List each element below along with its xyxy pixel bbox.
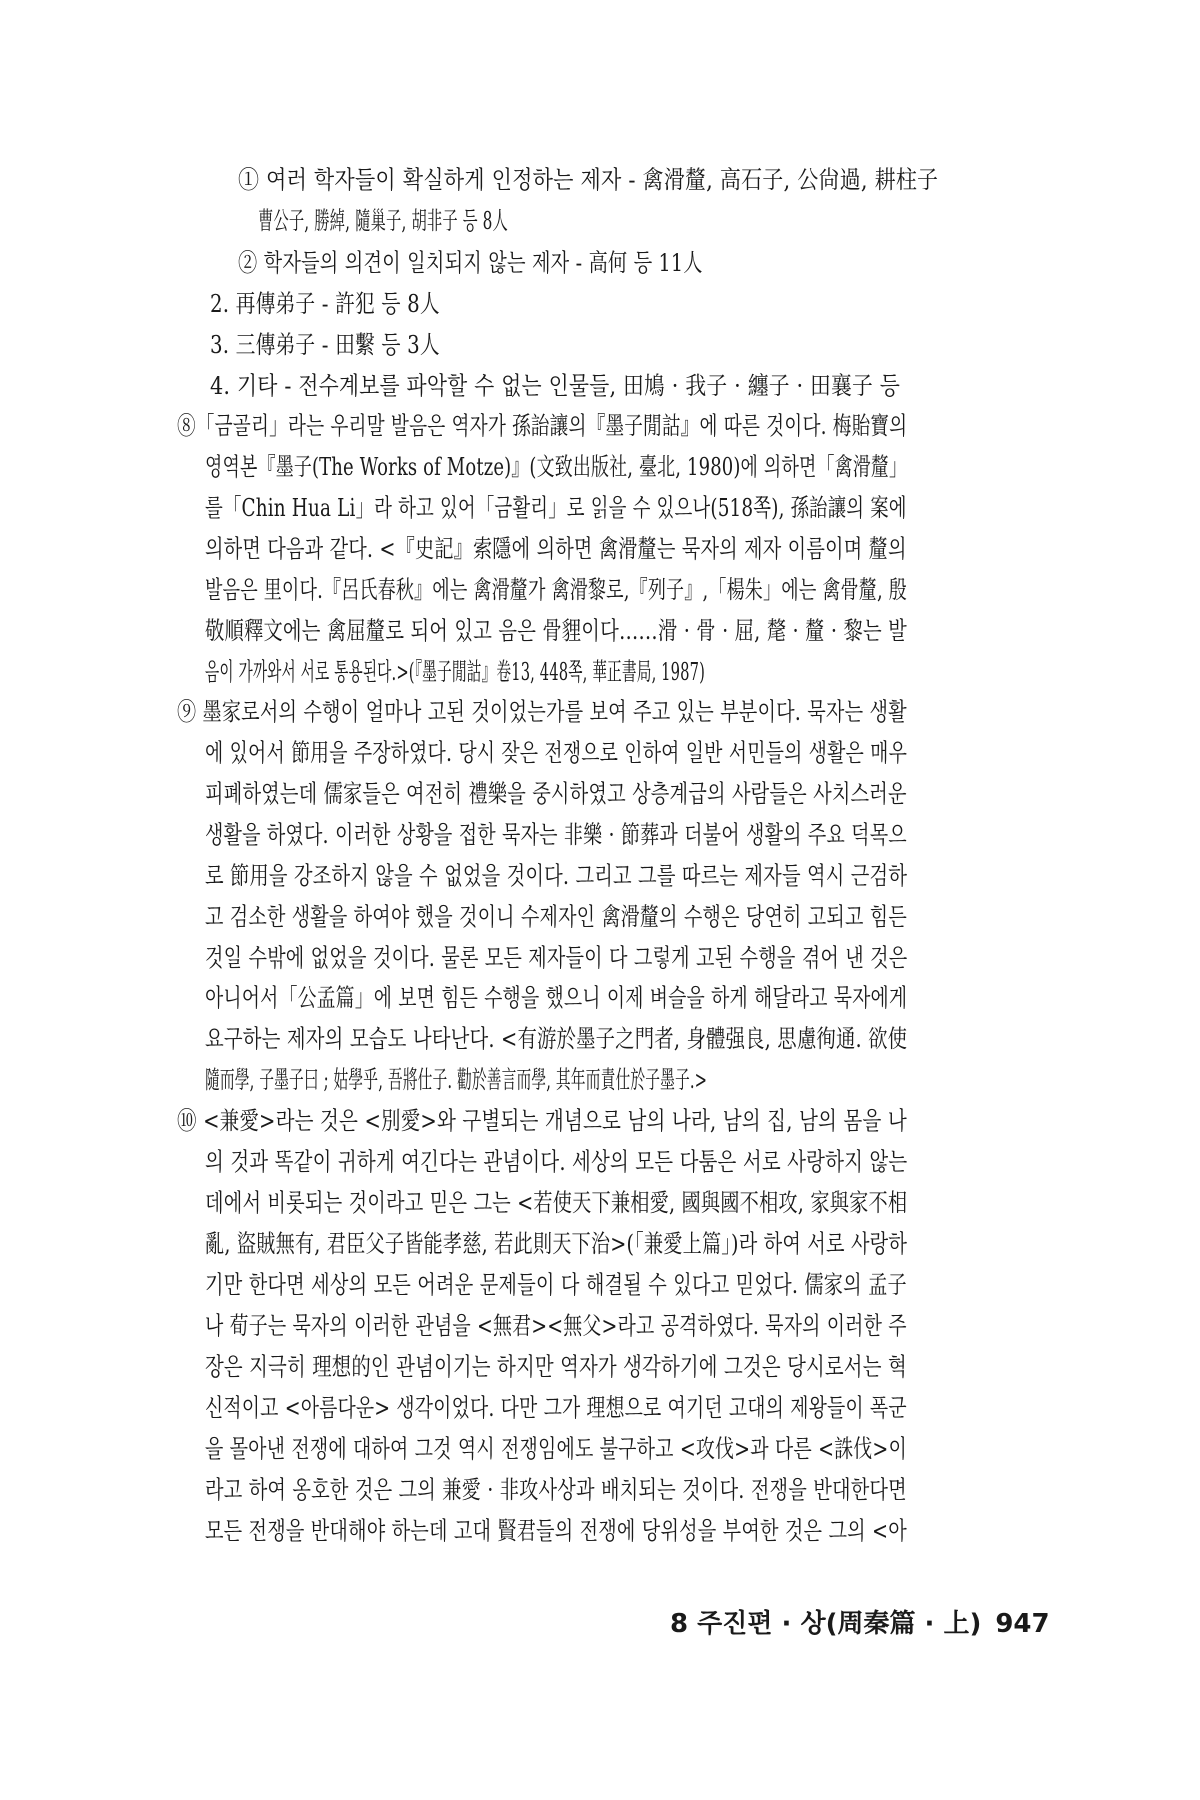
text-line: 에 있어서 節用을 주장하였다. 당시 잦은 전쟁으로 인하여 일반 서민들의 생활은 매우 (205, 738, 908, 767)
text-line: 모든 전쟁을 반대해야 하는데 고대 賢君들의 전쟁에 당위성을 부여한 것은 그의 <아 (205, 1516, 907, 1545)
text-line: ⑩ <兼愛>라는 것은 <別愛>와 구별되는 개념으로 남의 나라, 남의 집, 남의 몸을 나 (177, 1106, 907, 1135)
text-line: 敬順釋文에는 禽屈釐로 되어 있고 음은 骨貍이다……滑 · 骨 · 屈, 氂 · 釐 · 黎는 발 (205, 616, 907, 645)
text-line: 피폐하였는데 儒家들은 여전히 禮樂을 중시하였고 상층계급의 사람들은 사치스러운 (205, 779, 907, 808)
text-line: 의하면 다음과 같다. <『史記』索隱에 의하면 禽滑釐는 묵자의 제자 이름이며 釐의 (205, 534, 907, 563)
text-line: 라고 하여 옹호한 것은 그의 兼愛 · 非攻사상과 배치되는 것이다. 전쟁을 반대한다면 (205, 1475, 907, 1504)
text-line: 아니어서「公孟篇」에 보면 힘든 수행을 했으니 이제 벼슬을 하게 해달라고 묵자에게 (205, 983, 908, 1012)
text-line: ② 학자들의 의견이 일치되지 않는 제자 - 高何 등 11人 (238, 248, 703, 277)
text-line: 로 節用을 강조하지 않을 수 없었을 것이다. 그리고 그를 따르는 제자들 역시 근검하 (205, 861, 908, 890)
text-line: 것일 수밖에 없었을 것이다. 물론 모든 제자들이 다 그렇게 고된 수행을 겪어 낸 것은 (205, 943, 908, 972)
text-line: 신적이고 <아름다운> 생각이었다. 다만 그가 理想으로 여기던 고대의 제왕들이 폭군 (205, 1393, 907, 1422)
text-line: 데에서 비롯되는 것이라고 믿은 그는 <若使天下兼相愛, 國與國不相攻, 家與家不相 (205, 1188, 908, 1217)
text-line: 曹公子, 勝綽, 隨巢子, 胡非子 등 8人 (258, 206, 508, 235)
footer-section-title: 8 주진편 · 상(周秦篇 · 上) (670, 1609, 982, 1639)
text-line: ① 여러 학자들이 확실하게 인정하는 제자 - 禽滑釐, 高石子, 公尙過, 耕柱子 (238, 165, 939, 194)
text-line: 나 荀子는 묵자의 이러한 관념을 <無君><無父>라고 공격하였다. 묵자의 이러한 주 (205, 1311, 907, 1340)
text-line: ⑨ 墨家로서의 수행이 얼마나 고된 것이었는가를 보여 주고 있는 부분이다. 묵자는 생활 (177, 697, 907, 726)
page-number: 947 (995, 1609, 1050, 1639)
text-line: 隨而學, 子墨子曰 ; 姑學乎, 吾將仕子. 勸於善言而學, 其年而責仕於子墨子.> (205, 1065, 708, 1094)
text-line: 을 몰아낸 전쟁에 대하여 그것 역시 전쟁임에도 불구하고 <攻伐>과 다른 <誅伐>이 (205, 1434, 907, 1463)
text-line: 발음은 里이다.『呂氏春秋』에는 禽滑釐가 禽滑黎로,『列子』,「楊朱」에는 禽骨釐, 殷 (205, 575, 907, 604)
text-line: 음이 가까와서 서로 통용된다.>(『墨子閒詁』卷13, 448쪽, 華正書局, 1987) (205, 657, 705, 686)
text-line: 의 것과 똑같이 귀하게 여긴다는 관념이다. 세상의 모든 다툼은 서로 사랑하지 않는 (205, 1147, 908, 1176)
text-line: 고 검소한 생활을 하여야 했을 것이니 수제자인 禽滑釐의 수행은 당연히 고되고 힘든 (205, 902, 907, 931)
text-line: ⑧「금골리」라는 우리말 발음은 역자가 孫詒讓의『墨子閒詁』에 따른 것이다. 梅貽寶의 (177, 411, 908, 440)
text-line: 亂, 盜賊無有, 君臣父子皆能孝慈, 若此則天下治>(「兼愛上篇」)라 하여 서로 사랑하 (205, 1229, 908, 1258)
text-line: 4. 기타 - 전수계보를 파악할 수 없는 인물들, 田鳩 · 我子 · 纏子 · 田襄子 등 (210, 371, 901, 400)
text-line: 를「Chin Hua Li」라 하고 있어「금활리」로 읽을 수 있으나(518쪽), 孫詒讓의 案에 (205, 493, 907, 522)
text-line: 2. 再傳弟子 - 許犯 등 8人 (210, 289, 440, 318)
text-line: 영역본『墨子(The Works of Motze)』(文致出版社, 臺北, 1980)에 의하면「禽滑釐」 (205, 452, 908, 481)
text-line: 기만 한다면 세상의 모든 어려운 문제들이 다 해결될 수 있다고 믿었다. 儒家의 孟子 (205, 1270, 907, 1299)
text-line: 3. 三傳弟子 - 田繫 등 3人 (210, 330, 440, 359)
text-line: 요구하는 제자의 모습도 나타난다. <有游於墨子之門者, 身體强良, 思慮徇通. 欲使 (205, 1024, 908, 1053)
text-line: 장은 지극히 理想的인 관념이기는 하지만 역자가 생각하기에 그것은 당시로서는 혁 (205, 1352, 907, 1381)
text-line: 생활을 하였다. 이러한 상황을 접한 묵자는 非樂 · 節葬과 더불어 생활의 주요 덕목으 (205, 820, 907, 849)
page-footer (670, 1604, 1050, 1644)
